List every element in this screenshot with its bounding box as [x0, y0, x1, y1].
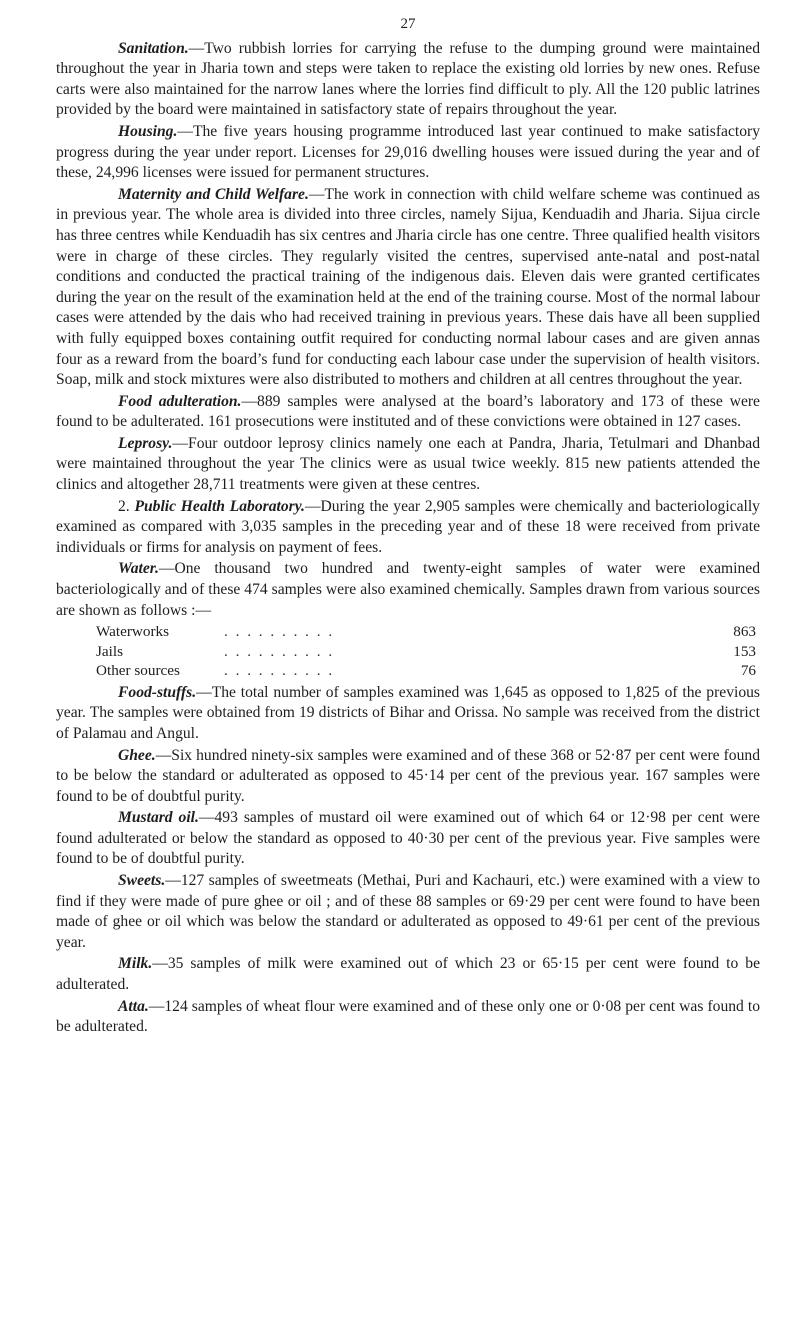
body-leprosy: Four outdoor leprosy clinics namely one each at Pandra, Jharia, Tetulmari and Dhanbad were maintained throughout the year The clinics were as usual twice weekly. 815 new patients attended the clinics and altogether 28,711 treatments were given at these centres. [56, 434, 760, 494]
heading-food-adulteration: Food adulteration. [118, 392, 242, 410]
heading-mustard-oil: Mustard oil. [118, 809, 199, 827]
body-public-health-laboratory: During the year 2,905 samples were chemically and bacteriologically examined as compared with 3,035 samples in the preceding year and of these 18 were received from private individuals or firms for analysis on payment of fees. [56, 497, 760, 556]
body-food-stuffs: The total number of samples examined was 1,645 as opposed to 1,825 of the previous year. The samples were obtained from 19 districts of Bihar and Orissa. No sample was received from the district of Palamau and Angul. [56, 683, 760, 742]
paragraph-food-stuffs: Food-stuffs.—The total number of samples examined was 1,645 as opposed to 1,825 of the previous year. The samples were obtained from 19 districts of Bihar and Orissa. No sample was received from the district of Palamau and Angul. [56, 683, 760, 742]
leader-dots: . . . . . . . . . . [224, 623, 335, 641]
paragraph-leprosy: Leprosy.—Four outdoor leprosy clinics namely one each at Pandra, Jharia, Tetulmari and Dhanbad were maintained throughout the year The clinics were as usual twice weekly. 815 new patients attended the clinics and altogether 28,711 treatments were given at these centres. [56, 434, 760, 494]
heading-ghee: Ghee. [118, 746, 156, 764]
heading-maternity: Maternity and Child Welfare. [118, 185, 309, 203]
source-count: 76 [740, 662, 756, 680]
heading-food-stuffs: Food-stuffs. [118, 683, 197, 701]
body-sanitation: Two rubbish lorries for carrying the refuse to the dumping ground were maintained throughout the year in Jharia town and steps were taken to replace the existing old lorries by new ones. Refuse carts were also maintained for the narrow lanes where the lorries find difficult to ply. All the 120 public latrines provided by the board were maintained in satisfactory state of repairs throughout the year. [56, 39, 760, 119]
table-row [96, 661, 756, 681]
heading-milk: Milk. [118, 955, 153, 973]
document-page [56, 14, 760, 1039]
paragraph-sanitation: Sanitation.—Two rubbish lorries for carrying the refuse to the dumping ground were maintained throughout the year in Jharia town and steps were taken to replace the existing old lorries by new ones. Refuse carts were also maintained for the narrow lanes where the lorries find difficult to ply. All the 120 public latrines provided by the board were maintained in satisfactory state of repairs throughout the year. [56, 39, 760, 119]
page-number: 27 [400, 16, 416, 32]
paragraph-housing: Housing.—The five years housing programme introduced last year continued to make satisfactory progress during the year under report. Licenses for 29,016 dwelling houses were issued during the year and of these, 24,996 licenses were issued for permanent structures. [56, 122, 760, 182]
heading-water: Water. [118, 560, 159, 578]
body-atta: 124 samples of wheat flour were examined and of these only one or 0·08 per cent was found to be adulterated. [56, 997, 760, 1036]
heading-public-health-laboratory: Public Health Laboratory. [134, 497, 305, 515]
paragraph-sweets: Sweets.—127 samples of sweetmeats (Methai, Puri and Kachauri, etc.) were examined with a view to find if they were made of pure ghee or oil ; and of these 88 samples or 69·29 per cent were found to have been made of ghee or oil which was below the standard or adulterated as opposed to 49·61 per cent of the previous year. [56, 872, 760, 951]
paragraph-maternity: Maternity and Child Welfare.—The work in connection with child welfare scheme was continued as in previous year. The whole area is divided into three circles, namely Sijua, Kenduadih and Jharia. Sijua circle has three centres while Kenduadih has six centres and Jharia circle has one centre. Three qualified health visitors were in charge of these circles. They regularly visited the centres, supervised ante-natal and post-natal conditions and conducted the practical training of the indigenous dais. Eleven dais were granted certificates during the year on the result of the examination held at the end of the training course. Most of the normal labour cases were attended by the dais who had received training in previous years. These dais have all been supplied with fully equipped boxes containing outfit required for conducting normal labour cases and are given annas four as a reward from the board’s fund for conducting each labour case under the supervision of health visitors. Soap, milk and stock mixtures were also distributed to mothers and children at all centres throughout the year. [56, 185, 760, 389]
body-ghee: Six hundred ninety-six samples were examined and of these 368 or 52·87 per cent were found to be below the standard or adulterated as opposed to 45·14 per cent of the previous year. 167 samples were found to be of doubtful purity. [56, 746, 760, 805]
source-name: Waterworks [96, 623, 169, 641]
paragraph-ghee: Ghee.—Six hundred ninety-six samples were examined and of these 368 or 52·87 per cent were found to be below the standard or adulterated as opposed to 45·14 per cent of the previous year. 167 samples were found to be of doubtful purity. [56, 746, 760, 805]
paragraph-atta: Atta.—124 samples of wheat flour were examined and of these only one or 0·08 per cent was found to be adulterated. [56, 997, 760, 1036]
water-sources-table [96, 622, 756, 681]
paragraph-mustard-oil: Mustard oil.—493 samples of mustard oil were examined out of which 64 or 12·98 per cent were found adulterated or below the standard as opposed to 40·30 per cent of the previous year. Five samples were found to be of doubtful purity. [56, 809, 760, 868]
body-sweets: 127 samples of sweetmeats (Methai, Puri and Kachauri, etc.) were examined with a view to find if they were made of pure ghee or oil ; and of these 88 samples or 69·29 per cent were found to have been made of ghee or oil which was below the standard or adulterated as opposed to 49·61 per cent of the previous year. [56, 872, 760, 951]
paragraph-milk: Milk.—35 samples of milk were examined out of which 23 or 65·15 per cent were found to be adulterated. [56, 955, 760, 994]
source-count: 863 [733, 623, 756, 641]
body-milk: 35 samples of milk were examined out of which 23 or 65·15 per cent were found to be adulterated. [56, 955, 760, 994]
paragraph-water: Water.—One thousand two hundred and twenty-eight samples of water were examined bacteriologically and of these 474 samples were also examined chemically. Samples drawn from various sources are shown as follows :— [56, 560, 760, 619]
source-name: Other sources [96, 662, 180, 680]
body-maternity: The work in connection with child welfare scheme was continued as in previous year. The whole area is divided into three circles, namely Sijua, Kenduadih and Jharia. Sijua circle has three centres while Kenduadih has six centres and Jharia circle has one centre. Three qualified health visitors were in charge of these circles. They regularly visited the centres, supervised ante-natal and post-natal conditions and conducted the practical training of the indigenous dais. Eleven dais were granted certificates during the year on the result of the examination held at the end of the training course. Most of the normal labour cases were attended by the dais who had received training in previous years. These dais have all been supplied with fully equipped boxes containing outfit required for conducting normal labour cases and are given annas four as a reward from the board’s fund for conducting each labour case under the supervision of health visitors. Soap, milk and stock mixtures were also distributed to mothers and children at all centres throughout the year. [56, 185, 760, 389]
source-name: Jails [96, 642, 124, 660]
heading-leprosy: Leprosy. [118, 434, 173, 452]
heading-sweets: Sweets. [118, 872, 166, 890]
paragraph-public-health-laboratory: 2. Public Health Laboratory.—During the year 2,905 samples were chemically and bacteriologically examined as compared with 3,035 samples in the preceding year and of these 18 were received from private individuals or firms for analysis on payment of fees. [56, 497, 760, 556]
paragraph-food-adulteration: Food adulteration.—889 samples were analysed at the board’s laboratory and 173 of these were found to be adulterated. 161 prosecutions were instituted and of these convictions were obtained in 127 cases. [56, 392, 760, 431]
heading-sanitation: Sanitation. [118, 39, 189, 57]
table-row [96, 642, 756, 662]
source-count: 153 [733, 642, 756, 660]
body-mustard-oil: 493 samples of mustard oil were examined out of which 64 or 12·98 per cent were found adulterated or below the standard as opposed to 40·30 per cent of the previous year. Five samples were found to be of doubtful purity. [56, 809, 760, 868]
leader-dots: . . . . . . . . . . [224, 662, 335, 680]
body-food-adulteration: 889 samples were analysed at the board’s laboratory and 173 of these were found to be adulterated. 161 prosecutions were instituted and of these convictions were obtained in 127 cases. [56, 392, 760, 431]
body-water: One thousand two hundred and twenty-eight samples of water were examined bacteriologically and of these 474 samples were also examined chemically. Samples drawn from various sources are shown as follows :— [56, 560, 760, 619]
table-row [96, 622, 756, 642]
leader-dots: . . . . . . . . . . [224, 642, 335, 660]
heading-atta: Atta. [118, 997, 149, 1015]
section-number: 2. [118, 497, 135, 515]
heading-housing: Housing. [118, 122, 178, 140]
body-housing: The five years housing programme introduced last year continued to make satisfactory progress during the year under report. Licenses for 29,016 dwelling houses were issued during the year and of these, 24,996 licenses were issued for permanent structures. [56, 122, 760, 182]
